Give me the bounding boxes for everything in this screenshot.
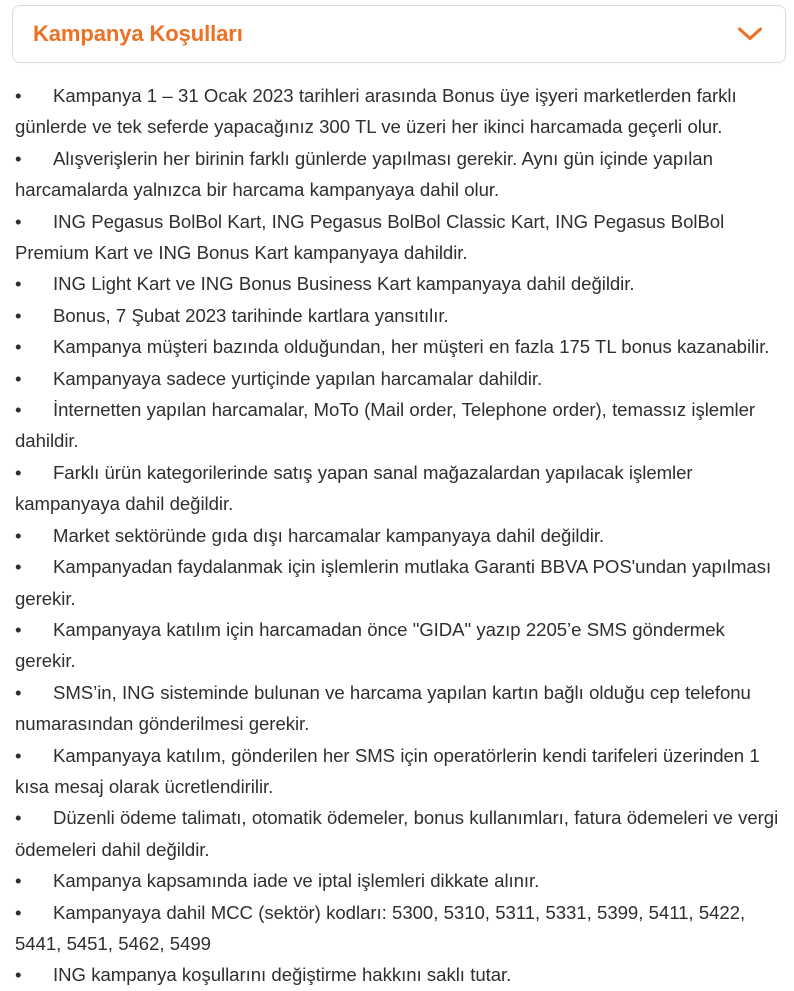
term-list-item-text: Bonus, 7 Şubat 2023 tarihinde kartlara yansıtılır. bbox=[53, 304, 449, 326]
term-list-item bbox=[15, 740, 780, 803]
term-list-item-text: Kampanyaya katılım, gönderilen her SMS için operatörlerin kendi tarifeleri üzerinden 1 kısa mesaj olarak ücretlendirilir. bbox=[15, 744, 760, 797]
campaign-terms-accordion-header[interactable] bbox=[12, 5, 786, 63]
term-list-item bbox=[15, 457, 780, 520]
term-list-item bbox=[15, 959, 780, 990]
term-list-item-text: İnternetten yapılan harcamalar, MoTo (Mail order, Telephone order), temassız işlemler dahildir. bbox=[15, 399, 756, 452]
bullet-icon: • bbox=[15, 210, 22, 232]
bullet-icon: • bbox=[15, 85, 22, 106]
term-list-item bbox=[15, 331, 780, 362]
term-list-item bbox=[15, 802, 780, 865]
bullet-icon: • bbox=[15, 336, 22, 358]
bullet-icon: • bbox=[15, 901, 22, 923]
term-list-item bbox=[15, 551, 780, 614]
bullet-icon: • bbox=[15, 807, 22, 829]
term-list-item bbox=[15, 865, 780, 896]
bullet-icon: • bbox=[15, 367, 22, 389]
term-list-item-text: Düzenli ödeme talimatı, otomatik ödemeler, bonus kullanımları, fatura ödemeleri ve vergi ödemeleri dahil değildir. bbox=[15, 807, 779, 860]
term-list-item bbox=[15, 206, 780, 269]
term-list-item bbox=[15, 614, 780, 677]
chevron-down-icon[interactable] bbox=[735, 19, 765, 49]
bullet-icon: • bbox=[15, 304, 22, 326]
term-list-item bbox=[15, 520, 780, 551]
bullet-icon: • bbox=[15, 744, 22, 766]
bullet-icon: • bbox=[15, 524, 22, 546]
term-list-item bbox=[15, 394, 780, 457]
term-list-item-text: Kampanyaya dahil MCC (sektör) kodları: 5300, 5310, 5311, 5331, 5399, 5411, 5422, 5441, 5451, 5462, 5499 bbox=[15, 901, 746, 954]
term-list-item bbox=[15, 300, 780, 331]
term-list-item-text: ING Pegasus BolBol Kart, ING Pegasus BolBol Classic Kart, ING Pegasus BolBol Premium Kart ve ING Bonus Kart kampanyaya dahildir. bbox=[15, 210, 725, 264]
bullet-icon: • bbox=[15, 964, 22, 986]
term-list-item-text: Kampanyaya sadece yurtiçinde yapılan harcamalar dahildir. bbox=[53, 367, 543, 389]
term-list-item bbox=[15, 677, 780, 740]
term-list-item bbox=[15, 363, 780, 394]
term-list-item bbox=[15, 80, 780, 143]
term-list-item-text: Market sektöründe gıda dışı harcamalar kampanyaya dahil değildir. bbox=[53, 524, 605, 546]
bullet-icon: • bbox=[15, 870, 22, 892]
term-list-item-text: Kampanya müşteri bazında olduğundan, her müşteri en fazla 175 TL bonus kazanabilir. bbox=[53, 336, 770, 358]
term-list-item-text: Kampanyaya katılım için harcamadan önce "GIDA" yazıp 2205’e SMS göndermek gerekir. bbox=[15, 618, 725, 672]
term-list-item-text: ING Light Kart ve ING Bonus Business Kart kampanyaya dahil değildir. bbox=[53, 273, 635, 295]
term-list-item bbox=[15, 897, 780, 960]
term-list-item-text: Alışverişlerin her birinin farklı günlerde yapılması gerekir. Aynı gün içinde yapılan harcamalarda yalnızca bir harcama kampanyaya dahil olur. bbox=[15, 147, 713, 201]
bullet-icon: • bbox=[15, 556, 22, 578]
bullet-icon: • bbox=[15, 618, 22, 640]
campaign-terms-list bbox=[0, 80, 794, 991]
term-list-item-text: SMS’in, ING sisteminde bulunan ve harcama yapılan kartın bağlı olduğu cep telefonu numarasından gönderilmesi gerekir. bbox=[15, 681, 751, 735]
bullet-icon: • bbox=[15, 399, 22, 421]
term-list-item bbox=[15, 143, 780, 206]
accordion-title: Kampanya Koşulları bbox=[33, 20, 243, 46]
term-list-item bbox=[15, 268, 780, 299]
term-list-item-text: Kampanya kapsamında iade ve iptal işlemleri dikkate alınır. bbox=[53, 870, 540, 892]
bullet-icon: • bbox=[15, 681, 22, 703]
term-list-item-text: ING kampanya koşullarını değiştirme hakkını saklı tutar. bbox=[53, 964, 512, 986]
bullet-icon: • bbox=[15, 273, 22, 295]
bullet-icon: • bbox=[15, 461, 22, 483]
term-list-item-text: Kampanyadan faydalanmak için işlemlerin mutlaka Garanti BBVA POS'undan yapılması gerekir. bbox=[15, 556, 772, 609]
term-list-item-text: Farklı ürün kategorilerinde satış yapan sanal mağazalardan yapılacak işlemler kampanyaya dahil değildir. bbox=[15, 461, 693, 515]
term-list-item-text: Kampanya 1 – 31 Ocak 2023 tarihleri arasında Bonus üye işyeri marketlerden farklı günlerde ve tek seferde yapacağınız 300 TL ve üzeri her ikinci harcamada geçerli olur. bbox=[15, 85, 737, 138]
bullet-icon: • bbox=[15, 147, 22, 169]
